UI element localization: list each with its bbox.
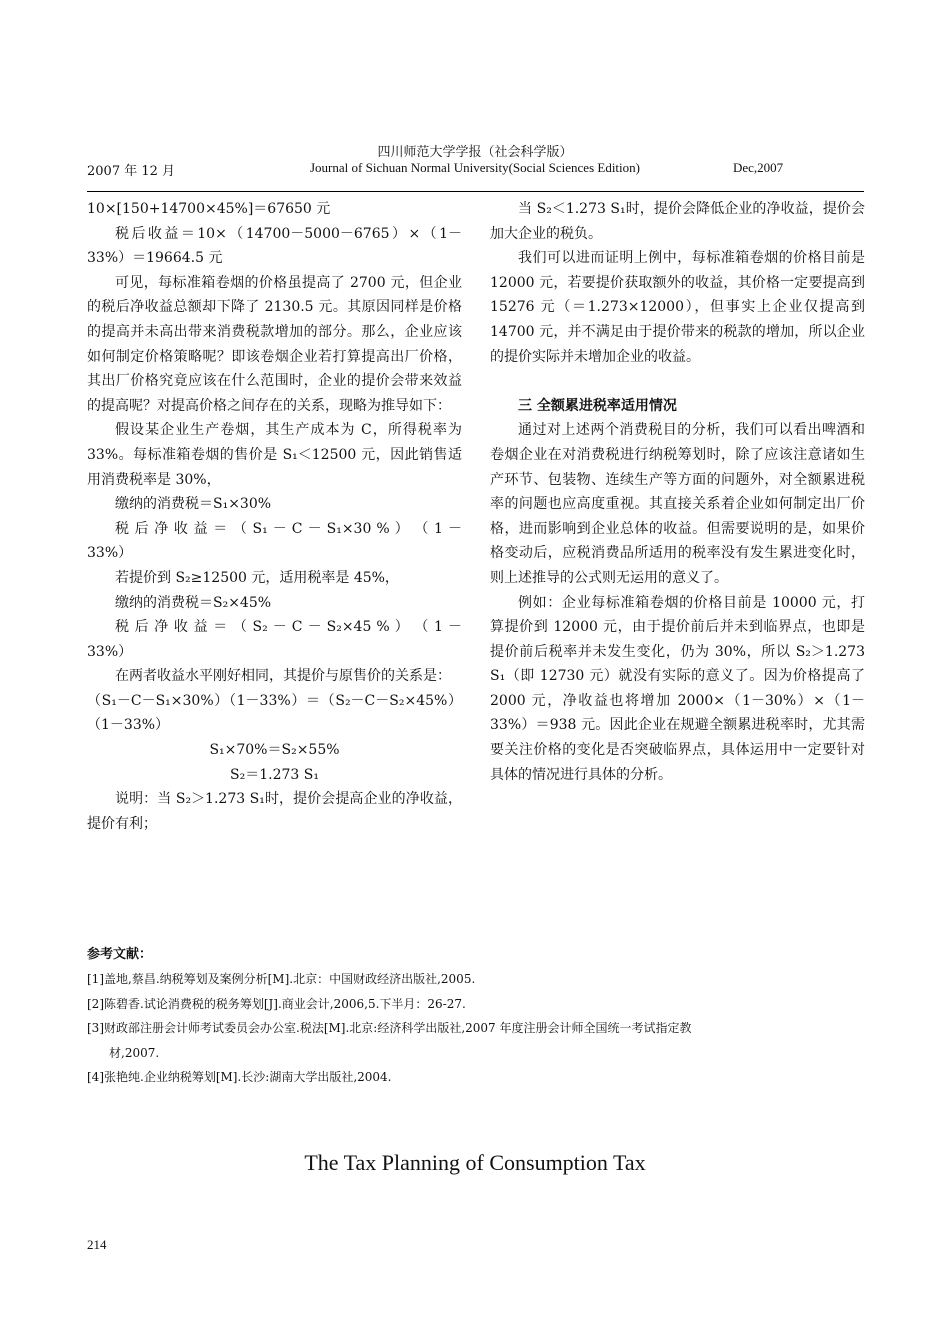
formula-line: 缴纳的消费税＝S₁×30% [115, 496, 272, 513]
journal-title-cn: 四川师范大学学报（社会科学版） [377, 145, 573, 160]
paragraph: 税后收益＝10×（14700－5000－6765）×（1－33%）＝19664.5 元 [87, 225, 462, 267]
paragraph: 可见，每标准箱卷烟的价格虽提高了 2700 元，但企业的税后净收益总额却下降了 2130.5 元。其原因同样是价格的提高并未高出带来消费税款增加的部分。那么，企业应该如何制定价格策略呢？即该卷烟企业若打算提高出厂价格，其出厂价格究竟应该在什么范围时，企业的提价会带来效益的提高呢？对提高价格之间存在的关系，现略为推导如下： [87, 274, 462, 414]
right-column [490, 197, 865, 787]
journal-title-en: Journal of Sichuan Normal University(Social Sciences Edition) [310, 160, 640, 175]
header-rule [87, 191, 864, 192]
english-title: The Tax Planning of Consumption Tax [304, 1150, 646, 1175]
formula-line: 税 后 净 收 益 ＝ （ S₂ － C － S₂×45 % ） （ 1 － 33%） [87, 619, 462, 660]
issue-date-cn: 2007 年 12 月 [87, 164, 176, 179]
paragraph: 说明：当 S₂＞1.273 S₁时，提价会提高企业的净收益，提价有利； [87, 791, 462, 832]
section-heading: 三 全额累进税率适用情况 [518, 397, 677, 414]
left-column [87, 197, 462, 836]
page-number: 214 [87, 1237, 107, 1252]
paragraph: 通过对上述两个消费税目的分析，我们可以看出啤酒和卷烟企业在对消费税进行纳税筹划时，除了应该注意诸如生产环节、包装物、连续生产等方面的问题外，对全额累进税率的问题也应高度重视。其直接关系着企业如何制定出厂价格，进而影响到企业总体的收益。但需要说明的是，如果价格变动后，应税消费品所适用的税率没有发生累进变化时，则上述推导的公式则无运用的意义了。 [490, 422, 865, 586]
issue-date-en: Dec,2007 [733, 160, 784, 175]
reference-item: [4]张艳纯.企业纳税筹划[M].长沙:湖南大学出版社,2004. [87, 1070, 392, 1084]
reference-item: [2]陈碧香.试论消费税的税务筹划[J].商业会计,2006,5.下半月：26-27. [87, 996, 466, 1011]
references-heading: 参考文献： [87, 947, 153, 962]
paragraph: 假设某企业生产卷烟，其生产成本为 C，所得税率为 33%。每标准箱卷烟的售价是 S₁＜12500 元，因此销售适用消费税率是 30%， [87, 422, 462, 488]
formula-line: S₂＝1.273 S₁ [230, 766, 319, 783]
references [87, 943, 847, 1090]
paragraph: 10×[150+14700×45%]＝67650 元 [87, 201, 331, 217]
formula-line: S₁×70%＝S₂×55% [209, 742, 340, 759]
formula-line: 税 后 净 收 益 ＝ （ S₁ － C － S₁×30 % ） （ 1 － 33%） [87, 520, 462, 562]
reference-item: [3]财政部注册会计师考试委员会办公室.税法[M].北京:经济科学出版社,2007 年度注册会计师全国统一考试指定教 [87, 1021, 692, 1035]
formula-line: （S₁－C－S₁×30%）（1－33%）＝（S₂－C－S₂×45%）（1－33%） [87, 692, 462, 734]
reference-item: [1]盖地,蔡昌.纳税筹划及案例分析[M].北京：中国财政经济出版社,2005. [87, 972, 476, 986]
paragraph: 当 S₂＜1.273 S₁时，提价会降低企业的净收益，提价会加大企业的税负。 [490, 201, 865, 242]
formula-line: 缴纳的消费税＝S₂×45% [115, 594, 272, 611]
reference-item: 材,2007. [109, 1045, 160, 1060]
paragraph: 若提价到 S₂≥12500 元，适用税率是 45%， [115, 569, 399, 586]
paragraph: 例如：企业每标准箱卷烟的价格目前是 10000 元，打算提价到 12000 元，由于提价前后并未到临界点，也即是提价前后税率并未发生变化，仍为 30%，所以 S₂＞1.273 S₁（即 12730 元）就没有实际的意义了。因为价格提高了 2000 元，净收益也将增加 2000×（1－30%）×（1－33%）＝938 元。因此企业在规避全额累进税率时，尤其需要关注价格的变化是否突破临界点，具体运用中一定要针对具体的情况进行具体的分析。 [490, 594, 865, 783]
paragraph: 在两者收益水平刚好相同，其提价与原售价的关系是： [115, 668, 451, 685]
paragraph-gap [490, 369, 865, 394]
paragraph: 我们可以进而证明上例中，每标准箱卷烟的价格目前是 12000 元，若要提价获取额外的收益，其价格一定要提高到 15276 元（＝1.273×12000），但事实上企业仅提高到 14700 元，并不满足由于提价带来的税款的增加，所以企业的提价实际并未增加企业的收益。 [490, 250, 865, 365]
